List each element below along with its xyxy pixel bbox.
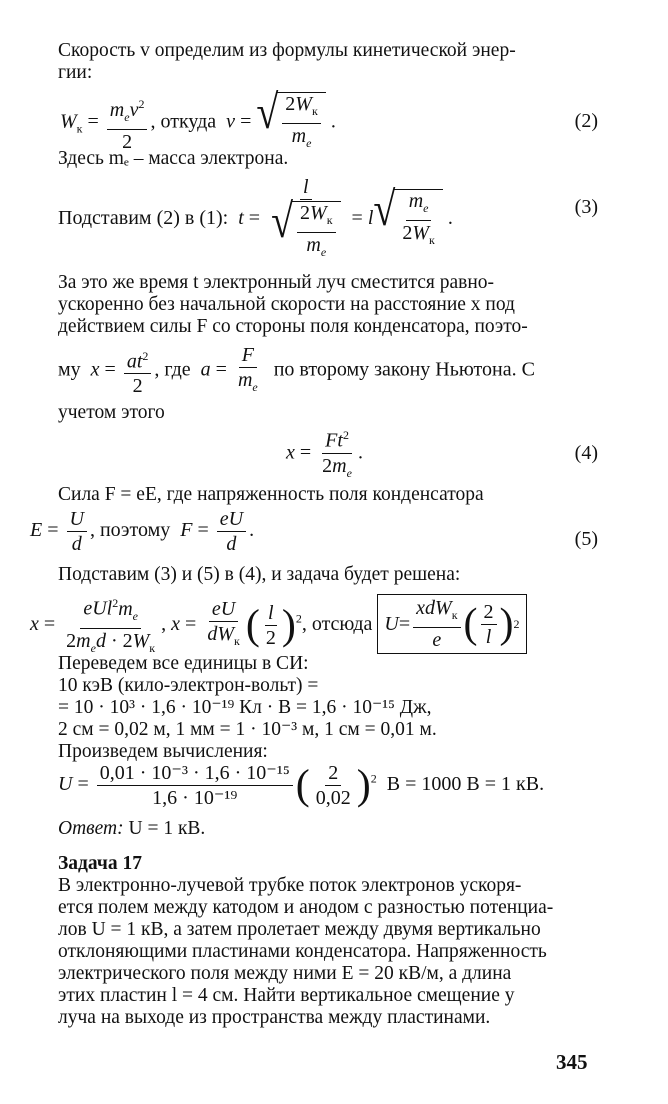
intro-line-2: гии: xyxy=(58,62,93,83)
equation-3: Подставим (2) в (1): t = l √ $\frac{2W_к}{m_e}$ = l √ $\frac{m_e}{2W_к}$ . xyxy=(58,176,453,263)
si-line-3: = 10 · 10³ · 1,6 · 10⁻¹⁹ Кл · В = 1,6 · 10⁻¹⁵ Дж, xyxy=(58,697,432,718)
eq-suffix: по второму закону Ньютона. С xyxy=(273,358,535,381)
separator: , xyxy=(161,612,167,635)
answer-label: Ответ: xyxy=(58,818,124,839)
calc-numerator: 0,01 · 10⁻³ · 1,6 · 10⁻¹⁵ xyxy=(97,762,293,786)
si-line-1: Переведем все единицы в СИ: xyxy=(58,653,309,674)
calculation: U = $\frac{\text{0,01 · 10⁻³ · 1,6 · 10⁻¹⁵}}{\text{1,6 · 10⁻¹⁹}}$ ( $\frac{2}{0,02}$ )$^2$ В = 1000 В = 1 кВ. xyxy=(58,762,545,809)
beam-line-1: За это же время t электронный луч сместится равно- xyxy=(58,272,495,293)
eq-prefix: му xyxy=(58,358,81,381)
calc-paren-den: 0,02 xyxy=(315,787,351,809)
problem-line-2: ется полем между катодом и анодом с разностью потенциа- xyxy=(58,897,554,918)
calc-paren-num: 2 xyxy=(325,762,341,786)
fraction: l √ $\frac{2W_к}{m_e}$ xyxy=(268,176,343,263)
beam-after: учетом этого xyxy=(58,402,165,423)
equation-5: E = $\frac{U}{d}$ , поэтому F = $\frac{eU}{d}$ . xyxy=(30,508,255,555)
equation-2: $W_к$ = $\frac{m_ev^2}{2}$ , откуда v = √ $\frac{2W_к}{m_e}$ . xyxy=(60,84,336,153)
equation-5-number: (5) xyxy=(574,528,598,550)
problem-line-7: луча на выходе из пространства между пластинами. xyxy=(58,1007,491,1028)
substitute-line: Подставим (3) и (5) в (4), и задача будет решена: xyxy=(58,564,461,585)
equation-3-number: (3) xyxy=(574,196,598,218)
boxed-answer-formula: U = $\frac{xdW_к}{e}$ ( $\frac{2}{l}$ ) 2 xyxy=(377,594,526,654)
final-word: , отсюда xyxy=(301,612,373,635)
answer-line xyxy=(58,818,598,840)
beam-line-2: ускоренно без начальной скорости на расстояние x под xyxy=(58,294,515,315)
problem-line-5: электрического поля между ними E = 20 кВ/м, а длина xyxy=(58,963,512,984)
si-line-2: 10 кэВ (кило-электрон-вольт) = xyxy=(58,675,319,696)
answer-value: U = 1 кВ. xyxy=(128,818,206,839)
calc-result: В = 1000 В = 1 кВ. xyxy=(386,773,545,796)
si-line-5: Произведем вычисления: xyxy=(58,741,268,762)
equation-5-text: , поэтому xyxy=(89,519,171,542)
intro-paragraph xyxy=(58,40,598,84)
si-block xyxy=(58,653,598,763)
final-equation: x = $\frac{eUl^2m_e}{2m_ed \cdot 2W_к}$ , x = $\frac{eU}{dW_к}$ ( $\frac{l}{2}$ )$^2$, отсюда U = $\frac{xdW_к}{e}$ ( $\frac{2}{l}$ ) 2 xyxy=(30,592,527,659)
calc-denominator: 1,6 · 10⁻¹⁹ xyxy=(152,787,238,809)
problem-line-1: В электронно-лучевой трубке поток электронов ускоря- xyxy=(58,875,522,896)
force-line: Сила F = eE, где напряженность поля конденсатора xyxy=(58,484,484,505)
si-line-4: 2 см = 0,02 м, 1 мм = 1 · 10⁻³ м, 1 см = 0,01 м. xyxy=(58,719,437,740)
beam-paragraph xyxy=(58,272,598,338)
acceleration-equation: му x = $\frac{at^2}{2}$ , где a = $\frac{F}{m_e}$ по второму закону Ньютона. С xyxy=(58,344,535,398)
page-number: 345 xyxy=(556,1050,588,1074)
equation-2-number: (2) xyxy=(574,110,598,132)
problem-line-3: лов U = 1 кВ, а затем пролетает между двумя вертикально xyxy=(58,919,541,940)
equation-4-number: (4) xyxy=(574,442,598,464)
problem-title: Задача 17 xyxy=(58,853,142,874)
eq-mid: , где xyxy=(154,358,191,381)
intro-line-1: Скорость v определим из формулы кинетической энер- xyxy=(58,40,516,61)
equation-2-text: , откуда xyxy=(150,110,217,133)
mass-note: Здесь mₑ – масса электрона. xyxy=(58,148,289,169)
problem-line-4: отклоняющими пластинами конденсатора. Напряженность xyxy=(58,941,547,962)
problem-17 xyxy=(58,853,598,1029)
problem-line-6: этих пластин l = 4 см. Найти вертикальное смещение y xyxy=(58,985,515,1006)
fraction: $\frac{m_ev^2}{2}$ xyxy=(107,93,148,153)
equation-3-lead: Подставим (2) в (1): xyxy=(58,207,229,230)
beam-line-3: действием силы F со стороны поля конденсатора, поэто- xyxy=(58,316,528,337)
sqrt: √ $\frac{2W_к}{m_e}$ xyxy=(256,92,325,154)
equation-4: x = $\frac{Ft^2}{2m_e}$ . xyxy=(286,424,363,484)
